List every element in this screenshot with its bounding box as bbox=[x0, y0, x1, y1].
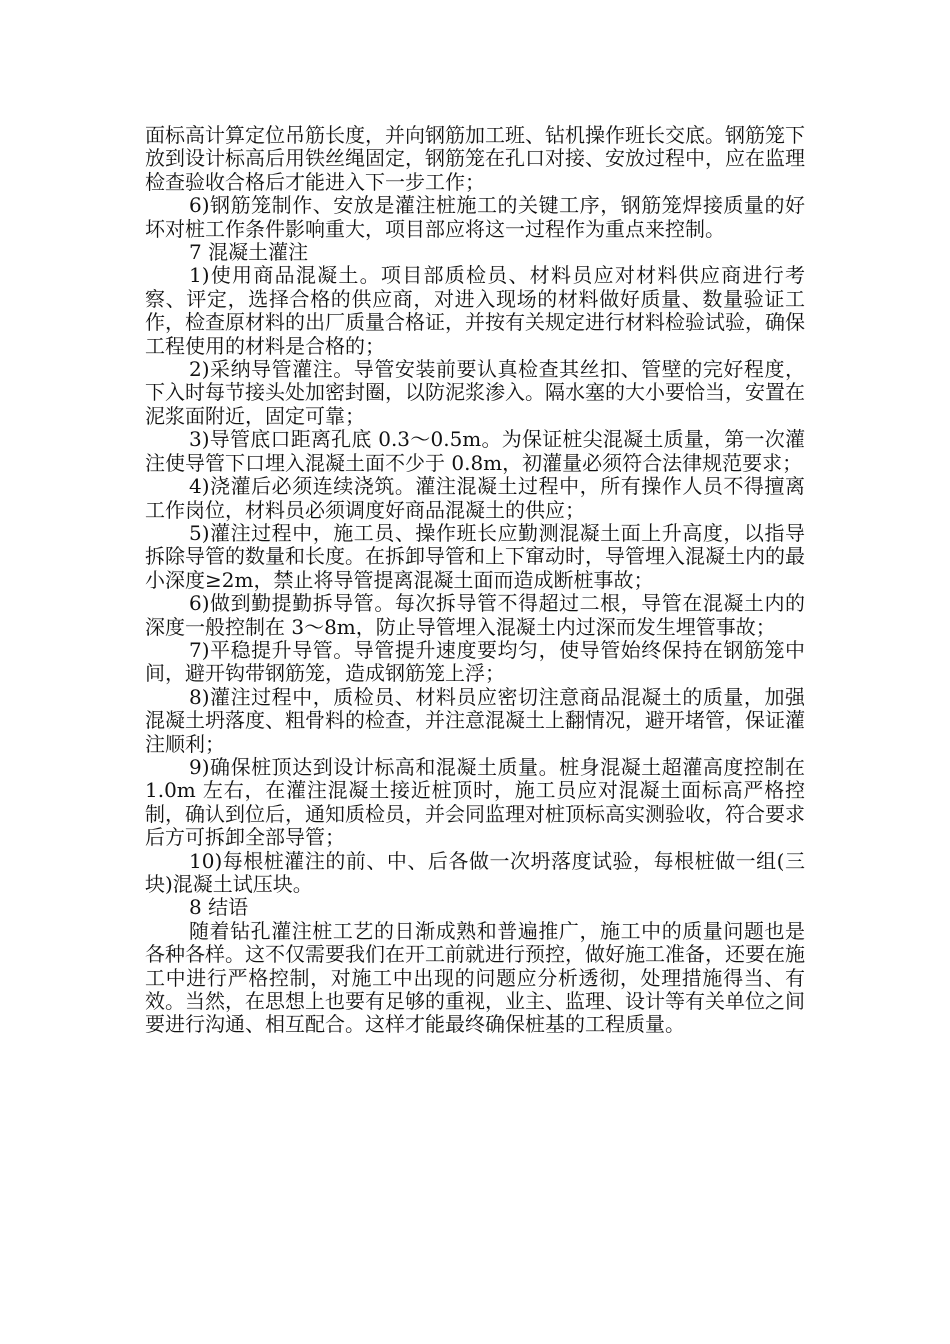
paragraph-item-10: 10)每根桩灌注的前、中、后各做一次坍落度试验，每根桩做一组(三块)混凝土试压块。 bbox=[145, 848, 805, 896]
paragraph-item-6: 6)做到勤提勤拆导管。每次拆导管不得超过二根，导管在混凝土内的深度一般控制在 3～8m，防止导管埋入混凝土内过深而发生埋管事故； bbox=[145, 591, 805, 639]
paragraph-conclusion: 随着钻孔灌注桩工艺的日渐成熟和普遍推广，施工中的质量问题也是各种各样。这不仅需要我们在开工前就进行预控，做好施工准备，还要在施工中进行严格控制，对施工中出现的问题应分析透彻，处理措施得当、有效。当然，在思想上也要有足够的重视，业主、监理、设计等有关单位之间要进行沟通、相互配合。这样才能最终确保桩基的工程质量。 bbox=[145, 918, 805, 1037]
paragraph-item-2: 2)采纳导管灌注。导管安装前要认真检查其丝扣、管壁的完好程度，下入时每节接头处加密封圈，以防泥浆渗入。隔水塞的大小要恰当，安置在泥浆面附近，固定可靠； bbox=[145, 357, 805, 428]
document-body bbox=[145, 124, 805, 1037]
paragraph-item-6-cage: 6)钢筋笼制作、安放是灌注桩施工的关键工序，钢筋笼焊接质量的好坏对桩工作条件影响重大，项目部应将这一过程作为重点来控制。 bbox=[145, 193, 805, 241]
paragraph-item-3: 3)导管底口距离孔底 0.3～0.5m。为保证桩尖混凝土质量，第一次灌注使导管下口埋入混凝土面不少于 0.8m，初灌量必须符合法律规范要求； bbox=[145, 427, 805, 475]
paragraph-item-8: 8)灌注过程中，质检员、材料员应密切注意商品混凝土的质量，加强混凝土坍落度、粗骨料的检查，并注意混凝土上翻情况，避开堵管，保证灌注顺利； bbox=[145, 684, 805, 756]
paragraph-item-5: 5)灌注过程中，施工员、操作班长应勤测混凝土面上升高度，以指导拆除导管的数量和长度。在拆卸导管和上下窜动时，导管埋入混凝土内的最小深度≥2m，禁止将导管提离混凝土面而造成断桩事故； bbox=[145, 520, 805, 592]
paragraph-item-1: 1)使用商品混凝土。项目部质检员、材料员应对材料供应商进行考察、评定，选择合格的供应商，对进入现场的材料做好质量、数量验证工作，检查原材料的出厂质量合格证，并按有关规定进行材料检验试验，确保工程使用的材料是合格的； bbox=[145, 263, 805, 358]
section-heading-7: 7 混凝土灌注 bbox=[189, 240, 309, 265]
paragraph-item-7: 7)平稳提升导管。导管提升速度要均匀，使导管始终保持在钢筋笼中间，避开钩带钢筋笼，造成钢筋笼上浮； bbox=[145, 637, 805, 686]
paragraph-continuation: 面标高计算定位吊筋长度，并向钢筋加工班、钻机操作班长交底。钢筋笼下放到设计标高后用铁丝绳固定，钢筋笼在孔口对接、安放过程中，应在监理检查验收合格后才能进入下一步工作； bbox=[145, 123, 805, 194]
section-heading-8: 8 结语 bbox=[189, 895, 249, 920]
paragraph-item-4: 4)浇灌后必须连续浇筑。灌注混凝土过程中，所有操作人员不得擅离工作岗位，材料员必须调度好商品混凝土的供应； bbox=[145, 474, 805, 522]
paragraph-item-9: 9)确保桩顶达到设计标高和混凝土质量。桩身混凝土超灌高度控制在 1.0m 左右，在灌注混凝土接近桩顶时，施工员应对混凝土面标高严格控制，确认到位后，通知质检员，并会同监理对桩顶标高实测验收，符合要求后方可拆卸全部导管； bbox=[145, 754, 805, 850]
